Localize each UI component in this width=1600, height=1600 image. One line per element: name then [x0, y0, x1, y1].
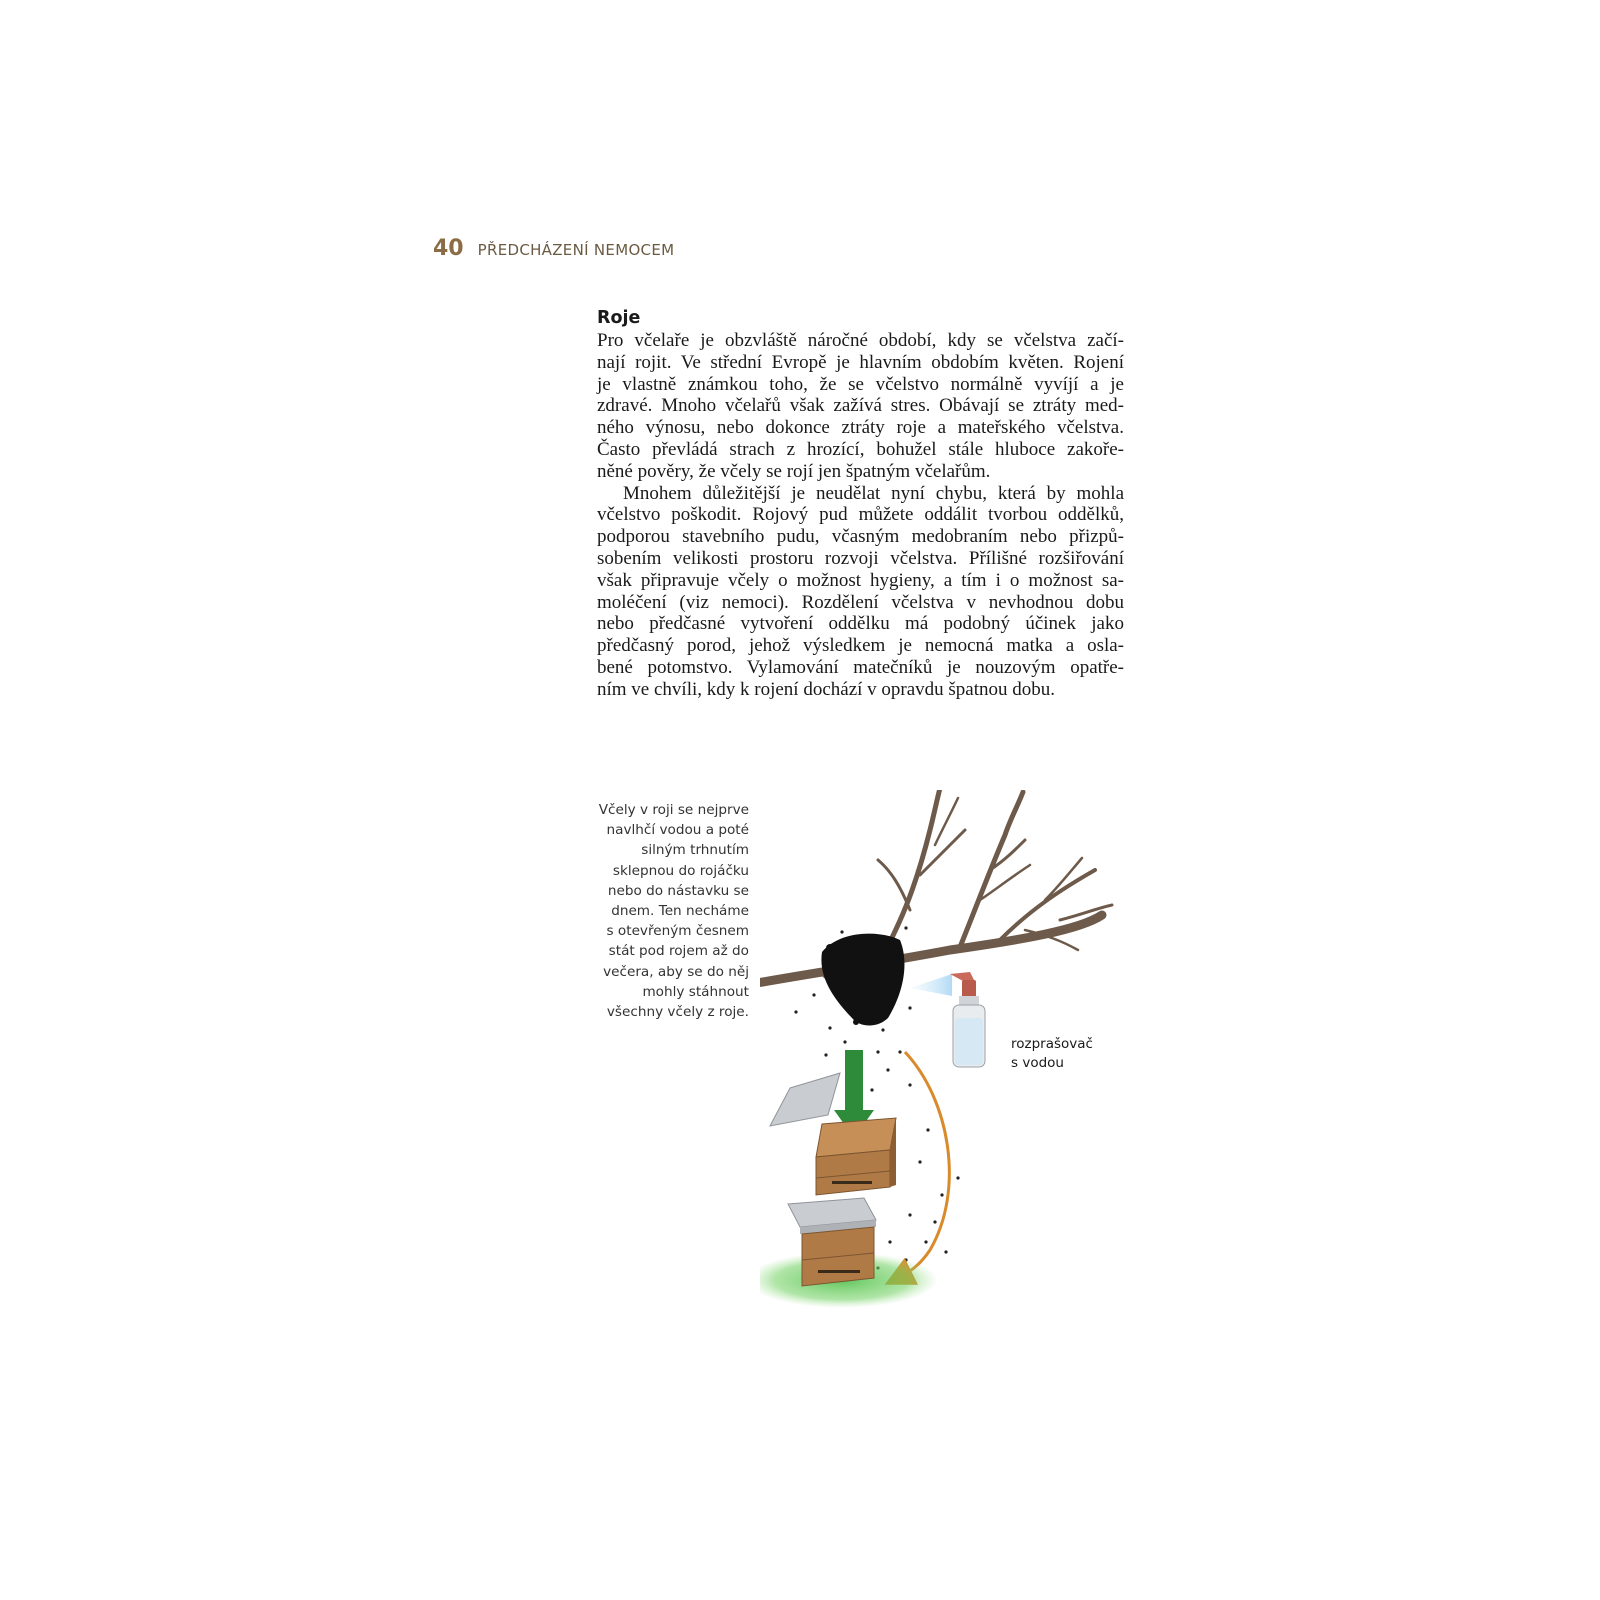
article-heading: Roje [597, 308, 641, 328]
caption-line: nebo do nástavku se [607, 882, 749, 899]
body-line: je vlastně známkou toho, že se včelstvo normálně vyvíjí a je [597, 373, 1124, 395]
body-line: bené potomstvo. Vylamování matečníků je nouzovým opatře- [597, 656, 1124, 678]
body-line: však připravuje včely o možnost hygieny, a tím i o možnost sa- [597, 569, 1124, 591]
body-line: Často převládá strach z hrozící, bohužel stále hluboce zakoře- [597, 438, 1124, 460]
figure-caption [565, 800, 749, 1022]
bee-swarm [821, 934, 904, 1026]
swarm-illustration [760, 790, 1160, 1330]
sprayer-label-line: s vodou [1011, 1055, 1064, 1071]
body-line: nebo předčasné vytvoření oddělku má podobný účinek jako [597, 613, 1124, 635]
sprayer-label-line: rozprašovač [1011, 1036, 1093, 1052]
spray-mist [910, 974, 952, 996]
body-line: nají rojit. Ve střední Evropě je hlavním obdobím květen. Rojení [597, 351, 1124, 373]
body-line: předčasný porod, jehož výsledkem je nemocná matka a osla- [597, 635, 1124, 657]
caption-line: s otevřeným česnem [606, 923, 749, 940]
spray-bottle [950, 972, 985, 1067]
article-roje [597, 308, 1124, 701]
page-number: 40 [433, 236, 464, 261]
swarm-illustration-svg [760, 790, 1160, 1330]
body-line: Pro včelaře je obzvláště náročné období, kdy se včelstva začí- [597, 330, 1124, 351]
body-line: ním ve chvíli, kdy k rojení dochází v opravdu špatnou dobu. [597, 678, 1056, 700]
caption-line: silným trhnutím [641, 842, 749, 859]
caption-line: stát pod rojem až do [608, 943, 749, 960]
caption-line: večera, aby se do něj [603, 963, 749, 980]
body-line: včelstvo poškodit. Rojový pud můžete oddálit tvorbou oddělků, [597, 504, 1124, 526]
hive-lid [770, 1073, 840, 1126]
section-name: PŘEDCHÁZENÍ NEMOCEM [477, 241, 675, 259]
caption-line: sklepnou do rojáčku [612, 862, 749, 879]
return-arrow-icon [898, 1052, 949, 1278]
body-line: zdravé. Mnoho včelařů však zažívá stres. Obávají se ztráty med- [597, 395, 1124, 417]
caption-line: dnem. Ten necháme [611, 903, 749, 920]
body-line: ného výnosu, nebo dokonce ztráty roje a mateřského včelstva. [597, 417, 1124, 439]
body-line: podporou stavebního pudu, včasným medobraním nebo přizpů- [597, 526, 1124, 548]
sprayer-label [1011, 1035, 1093, 1073]
caption-line: Včely v roji se nejprve [598, 802, 749, 818]
article-body [597, 330, 1124, 701]
caption-line: mohly stáhnout [642, 983, 749, 1000]
body-line: sobením velikosti prostoru rozvoji včelstva. Přílišné rozšiřování [597, 547, 1124, 569]
caption-line: všechny včely z roje. [606, 1004, 749, 1021]
body-line: moléčení (viz nemoci). Rozdělení včelstva v nevhodnou dobu [597, 591, 1124, 613]
running-head [433, 236, 674, 261]
body-line: něné pověry, že včely se rojí jen špatným včelařům. [597, 460, 991, 482]
swarm-box [816, 1118, 896, 1195]
caption-line: navlhčí vodou a poté [606, 822, 749, 839]
tree-branch [760, 790, 1112, 1002]
body-line: Mnohem důležitější je neudělat nyní chybu, která by mohla [623, 482, 1124, 504]
